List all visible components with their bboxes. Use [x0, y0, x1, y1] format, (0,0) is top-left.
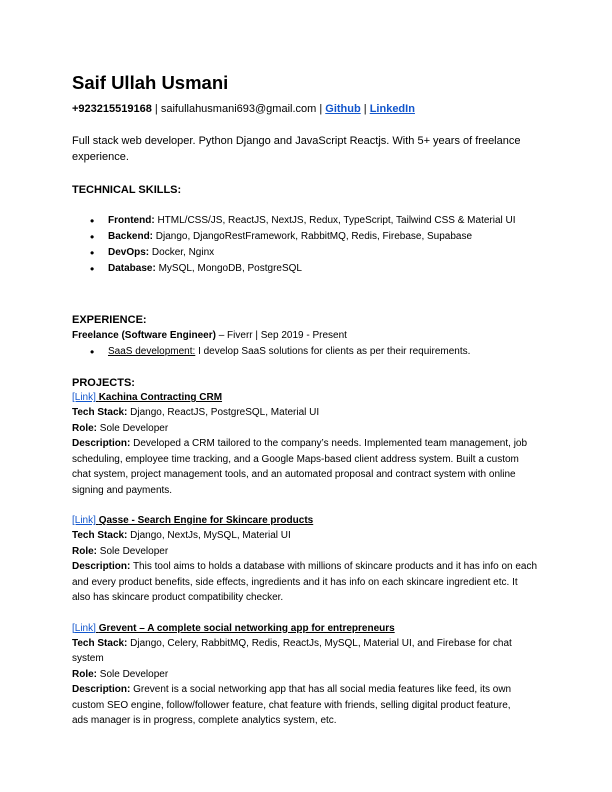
- project-title: Qasse - Search Engine for Skincare products: [98, 515, 314, 526]
- duties-list: [72, 344, 542, 360]
- skill-label: DevOps:: [108, 247, 150, 258]
- project-role: [72, 421, 542, 437]
- separator: |: [363, 103, 367, 115]
- desc-label: Description:: [72, 561, 131, 572]
- email-address: saifullahusmani693@gmail.com: [160, 103, 317, 115]
- project-link[interactable]: [Link]: [72, 622, 96, 634]
- duty-item: [72, 344, 542, 360]
- desc-line: custom SEO engine, follow/follower feature, chat feature with friends, selling digital product feature,: [72, 699, 511, 711]
- role-label: Role:: [72, 668, 97, 680]
- skill-item: [72, 245, 542, 261]
- role-label: Role:: [72, 545, 97, 557]
- desc-line: and every product benefits, side effects, ingredients and it has info on each skincare ingredient etc. It: [72, 576, 518, 588]
- separator: |: [154, 103, 158, 115]
- tech-label: Tech Stack:: [72, 407, 128, 418]
- desc-line: scheduling, employee time tracking, and a Google Maps-based client address system. Built a custom: [72, 453, 519, 465]
- project-title-line: [72, 390, 542, 405]
- skill-item: [72, 229, 542, 245]
- job-title: Freelance (Software Engineer): [72, 330, 216, 341]
- summary: Full stack web developer. Python Django and JavaScript Reactjs. With 5+ years of freelance experience.: [72, 135, 521, 163]
- skill-value: HTML/CSS/JS, ReactJS, NextJS, Redux, TypeScript, Tailwind CSS & Material UI: [157, 215, 516, 226]
- desc-line: Grevent is a social networking app that has all social media features like feed, its own: [133, 684, 512, 695]
- desc-line: This tool aims to holds a database with millions of skincare products and it has info on each: [132, 561, 538, 572]
- skill-label: Frontend:: [108, 215, 155, 226]
- project-tech: [72, 405, 542, 421]
- desc-line: ads manager is in progress, complete analytics system, etc.: [72, 715, 337, 726]
- job-meta: – Fiverr | Sep 2019 - Present: [218, 330, 347, 341]
- desc-line: Developed a CRM tailored to the company’s needs. Implemented team management, job: [133, 438, 528, 449]
- tech-label: Tech Stack:: [72, 530, 128, 541]
- skill-value: MySQL, MongoDB, PostgreSQL: [158, 263, 302, 274]
- desc-line: signing and payments.: [72, 484, 173, 496]
- project-entry: [72, 621, 542, 729]
- skill-value: Django, DjangoRestFramework, RabbitMQ, Redis, Firebase, Supabase: [155, 231, 473, 242]
- linkedin-link[interactable]: LinkedIn: [369, 103, 415, 115]
- tech-value: Django, ReactJS, PostgreSQL, Material UI: [130, 407, 320, 418]
- candidate-name: Saif Ullah Usmani: [72, 72, 229, 93]
- project-entry: [72, 390, 542, 498]
- duty-text: I develop SaaS solutions for clients as per their requirements.: [198, 346, 471, 357]
- experience-heading: EXPERIENCE:: [72, 314, 147, 326]
- project-description: [72, 682, 542, 698]
- skill-label: Database:: [108, 263, 156, 274]
- phone-number: +923215519168: [72, 103, 152, 115]
- skills-heading: TECHNICAL SKILLS:: [72, 184, 182, 196]
- skills-list: [72, 213, 542, 277]
- role-value: Sole Developer: [99, 422, 169, 434]
- role-label: Role:: [72, 422, 97, 434]
- resume-page: [72, 72, 542, 729]
- duty-label: SaaS development:: [108, 346, 196, 357]
- project-title-line: [72, 513, 542, 528]
- skill-value: Docker, Nginx: [151, 247, 215, 258]
- job-line: [72, 328, 542, 343]
- projects-heading: PROJECTS:: [72, 377, 135, 389]
- project-link[interactable]: [Link]: [72, 392, 96, 403]
- desc-line: also has skincare product compatibility checker.: [72, 592, 284, 603]
- project-title: Kachina Contracting CRM: [98, 392, 223, 403]
- skill-item: [72, 213, 542, 229]
- project-description: [72, 559, 542, 575]
- project-link[interactable]: [Link]: [72, 515, 96, 526]
- tech-label: Tech Stack:: [72, 637, 128, 649]
- separator: |: [319, 103, 323, 115]
- desc-label: Description:: [72, 438, 131, 449]
- skill-item: [72, 261, 542, 277]
- role-value: Sole Developer: [99, 545, 169, 557]
- desc-line: chat system, project management tools, and an automated proposal and contract system with online: [72, 469, 516, 480]
- github-link[interactable]: Github: [325, 103, 361, 115]
- role-value: Sole Developer: [99, 668, 169, 680]
- project-entry: [72, 513, 542, 606]
- project-tech: [72, 528, 542, 544]
- project-tech: [72, 636, 542, 667]
- tech-value: Django, Celery, RabbitMQ, Redis, ReactJs, MySQL, Material UI, and Firebase for chat system: [72, 637, 512, 664]
- project-title-line: [72, 621, 542, 636]
- skill-label: Backend:: [108, 231, 154, 242]
- project-role: [72, 667, 542, 683]
- contact-line: [72, 102, 542, 116]
- tech-value: Django, NextJs, MySQL, Material UI: [130, 530, 291, 541]
- project-title: Grevent – A complete social networking app for entrepreneurs: [98, 622, 395, 634]
- project-role: [72, 544, 542, 560]
- desc-label: Description:: [72, 684, 131, 695]
- project-description: [72, 436, 542, 452]
